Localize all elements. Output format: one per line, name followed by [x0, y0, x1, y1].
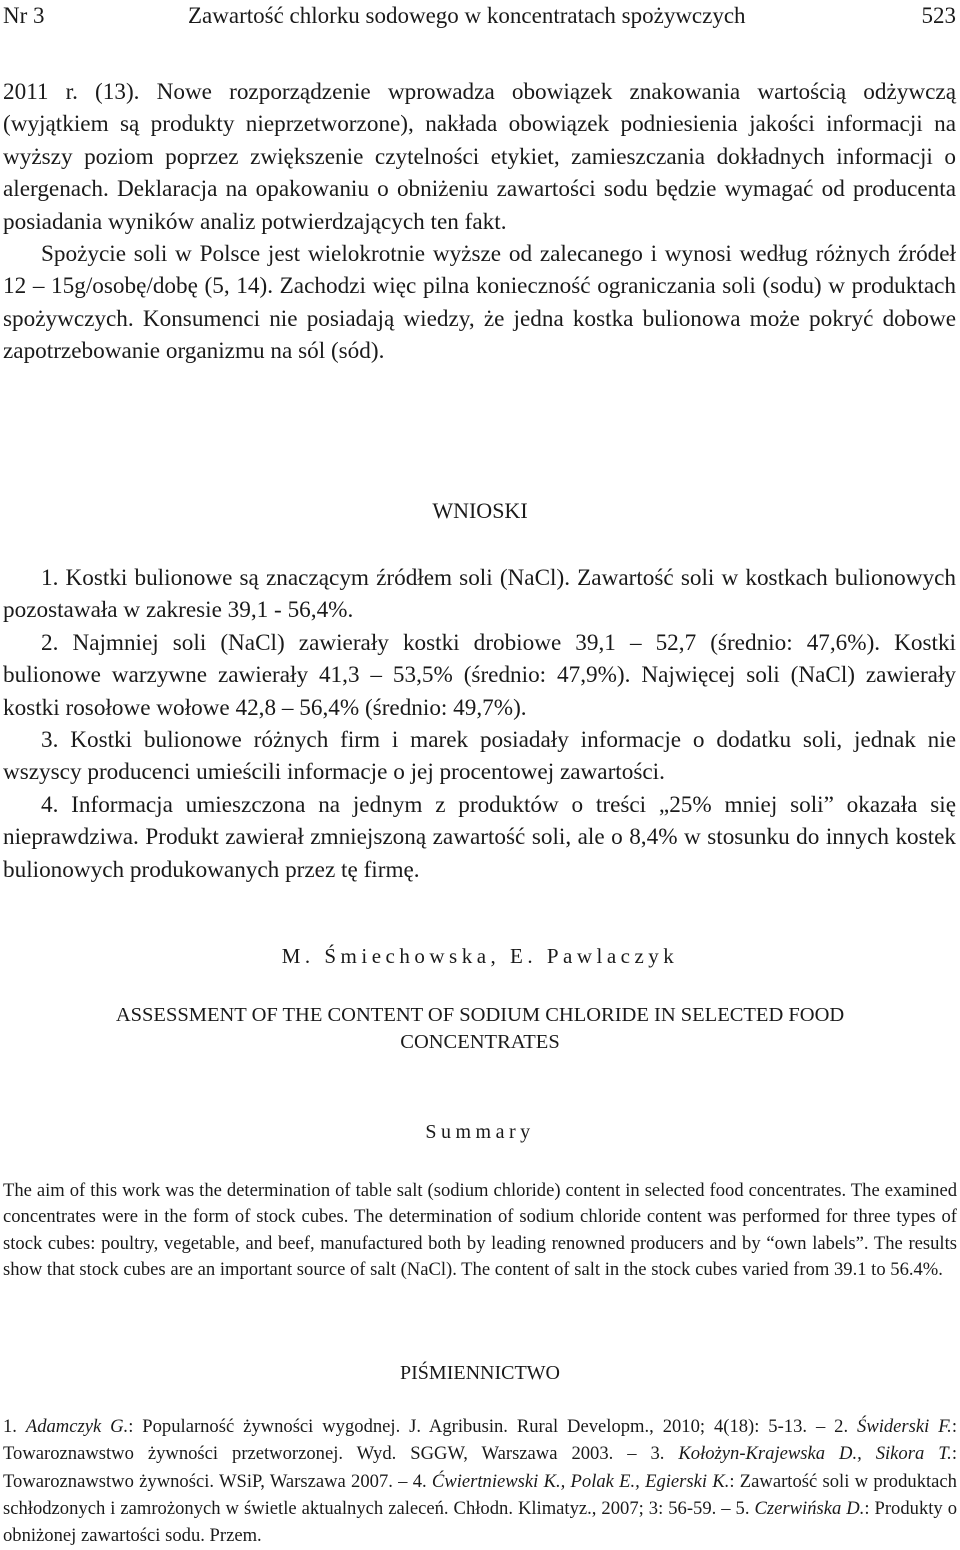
body-paragraph: Spożycie soli w Polsce jest wielokrotnie wyższe od zalecanego i wynosi według różnych źródeł 12 – 15g/osobę/dobę (5, 14). Zachodzi więc pilna konieczność ograniczania soli (sodu) w produktach spożywczych. Konsumenci nie posiadają wiedzy, że jedna kostka bulionowa może pokryć dobowe zapotrzebowanie organizmu na sól (sód).	[3, 241, 956, 365]
ref-author: Świderski F.	[857, 1416, 952, 1437]
body-paragraph: 2011 r. (13). Nowe rozporządzenie wprowadza obowiązek znakowania wartością odżywczą (wyjątkiem są produkty nieprzetworzone), nakłada obowiązek podniesienia jakości informacji na wyższy poziom poprzez zwiększenie czytelności etykiet, zamieszczania dokładnych informacji o alergenach. Deklaracja na opakowaniu o obniżeniu zawartości sodu będzie wymagać od producenta posiadania wyników analiz potwierdzających ten fakt.	[3, 79, 956, 235]
ref-author: Czerwińska D.	[754, 1497, 865, 1519]
ref-text: : Towaroznawstwo żywności przetworzonej. Wyd. SGGW, Warszawa 2003. – 3.	[3, 1416, 958, 1465]
authors: M. Śmiechowska, E. Pawlaczyk	[281, 944, 679, 968]
conclusion-item: 3. Kostki bulionowe różnych firm i marek posiadały informacje o dodatku soli, jednak nie wszyscy producenci umieścili informacje o jej procentowej zawartości.	[3, 727, 956, 786]
page-number: 523	[921, 3, 956, 28]
conclusions-list	[3, 562, 956, 886]
running-title: Zawartość chlorku sodowego w koncentratach spożywczych	[188, 3, 746, 28]
references-list	[3, 1413, 957, 1549]
body-section	[3, 76, 956, 368]
journal-issue-number: Nr 3	[3, 3, 45, 28]
english-title-line-2: CONCENTRATES	[400, 1031, 560, 1053]
summary-text: The aim of this work was the determination of table salt (sodium chloride) content in selected food concentrates. The examined concentrates were in the form of stock cubes. The determination of sodium chloride content was performed for three types of stock cubes: poultry, vegetable, and beef, manufactured both by leading renowned producers and by “own labels”. The results show that stock cubes are an important source of salt (NaCl). The content of salt in the stock cubes varied from 39.1 to 56.4%.	[3, 1180, 957, 1280]
ref-text: : Produkty o obniżonej zawartości sodu. Przem.	[3, 1497, 957, 1547]
english-title-line-1: ASSESSMENT OF THE CONTENT OF SODIUM CHLORIDE IN SELECTED FOOD	[115, 1004, 845, 1026]
ref-number: 1.	[3, 1416, 26, 1437]
ref-author: Adamczyk G.	[25, 1416, 129, 1437]
ref-text: : Towaroznawstwo żywności. WSiP, Warszawa 2007. – 4.	[3, 1443, 957, 1492]
ref-text: : Zawartość soli w produktach schłodzonych i zamrożonych w świetle aktualnych zaleceń. Chłodn. Klimatyz., 2007; 3: 56-59. – 5.	[3, 1470, 957, 1519]
conclusion-item: 2. Najmniej soli (NaCl) zawierały kostki drobiowe 39,1 – 52,7 (średnio: 47,6%). Kostki bulionowe warzywne zawierały 41,3 – 53,5% (średnio: 47,9%). Najwięcej soli (NaCl) zawierały kostki rosołowe wołowe 42,8 – 56,4% (średnio: 49,7%).	[3, 629, 956, 721]
conclusion-item: 1. Kostki bulionowe są znaczącym źródłem soli (NaCl). Zawartość soli w kostkach bulionowych pozostawała w zakresie 39,1 - 56,4%.	[3, 565, 956, 624]
references-heading: PIŚMIENNICTWO	[400, 1362, 560, 1384]
ref-author: Kołożyn-Krajewska D., Sikora T.	[678, 1443, 952, 1465]
ref-text: : Popularność żywności wygodnej. J. Agribusin. Rural Developm., 2010; 4(18): 5-13. – 2.	[128, 1416, 858, 1437]
conclusion-item: 4. Informacja umieszczona na jednym z produktów o treści „25% mniej soli” okazała się nieprawdziwa. Produkt zawierał zmniejszoną zawartość soli, ale o 8,4% w stosunku do innych kostek bulionowych produkowanych przez tę firmę.	[3, 791, 956, 883]
conclusions-heading: WNIOSKI	[432, 498, 528, 523]
summary-heading: Summary	[425, 1121, 535, 1143]
ref-author: Ćwiertniewski K., Polak E., Egierski K.	[431, 1470, 730, 1492]
